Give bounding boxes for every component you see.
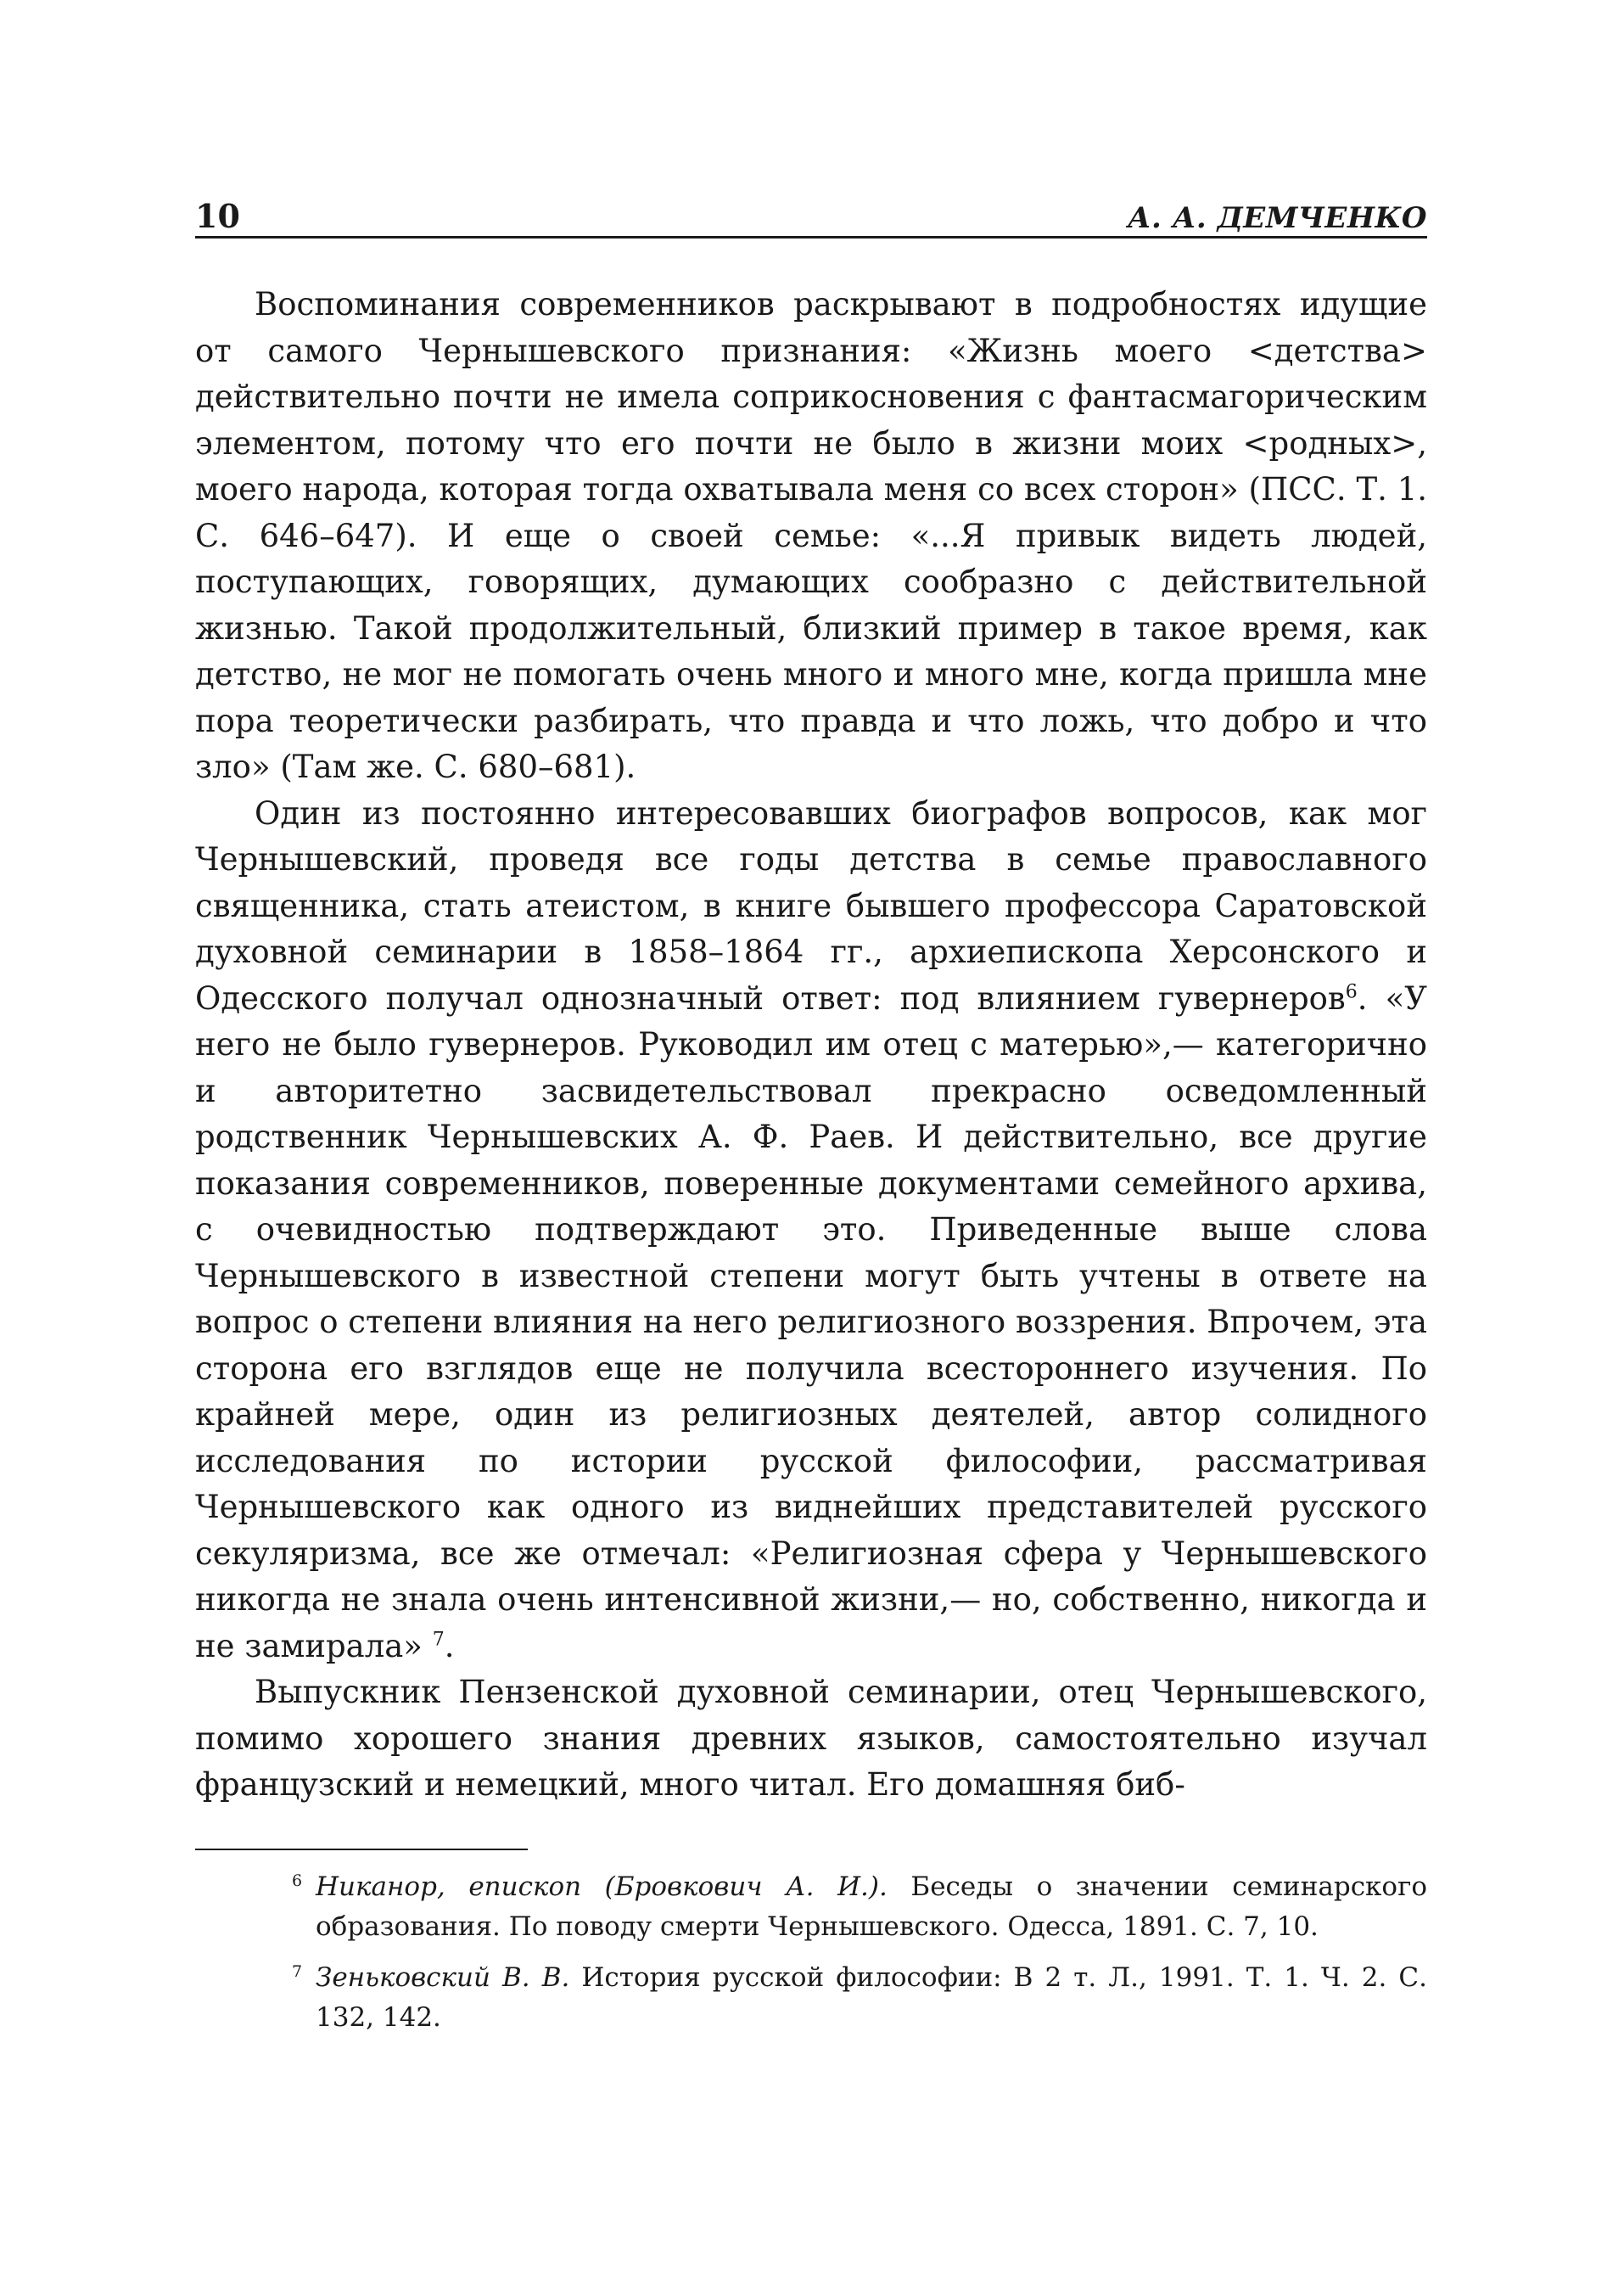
footnote-text: Беседы о значении семинарского образования. По поводу смерти Чернышевского. Одесса, 1891. С. 7, 10. <box>316 1871 1427 1942</box>
footnote-6: 6 Никанор, епископ (Бровкович А. И.). Беседы о значении семинарского образования. По поводу смерти Чернышевского. Одесса, 1891. С. 7, 10. <box>292 1871 1427 1942</box>
running-title: А. А. ДЕМЧЕНКО <box>1127 201 1427 235</box>
footnote-author: Никанор, епископ (Бровкович А. И.). <box>316 1871 888 1902</box>
footnote-7: 7 Зеньковский В. В. История русской философии: В 2 т. Л., 1991. Т. 1. Ч. 2. С. 132, 142. <box>292 1961 1427 2033</box>
paragraph-2-text-a: Один из постоянно интересовавших биографов вопросов, как мог Чернышевский, проведя все годы детства в семье православного священника, стать атеистом, в книге бывшего профессора Саратовской духовной семинарии в 1858–1864 гг., архиепископа Херсонского и Одесского получал однозначный ответ: под влиянием гувернеров <box>195 794 1427 1017</box>
footnotes <box>195 1867 1427 2049</box>
footnote-rule <box>195 1849 528 1850</box>
running-head <box>195 187 1427 233</box>
footnote-ref-6[interactable]: 6 <box>1345 981 1358 1003</box>
paragraph-2-text-c: . <box>444 1627 455 1664</box>
paragraph-2 <box>195 791 1427 1670</box>
paragraph-2-text-b: . «У него не было гувернеров. Руководил им отец с матерью»,— категорично и авторитетно засвидетельствовал прекрасно осведомленный родственник Чернышевских А. Ф. Раев. И действительно, все другие показания современников, поверенные документами семейного архива, с очевидностью подтверждают это. Приведенные выше слова Чернышевского в известной степени могут быть учтены в ответе на вопрос о степени влияния на него религиозного воззрения. Впрочем, эта сторона его взглядов еще не получила всестороннего изучения. По крайней мере, один из религиозных деятелей, автор солидного исследования по истории русской философии, рассматривая Чернышевского как одного из виднейших представителей русского секуляризма, все же отмечал: «Религиозная сфера у Чернышевского никогда не знала очень интенсивной жизни,— но, собственно, никогда и не замирала» <box>195 979 1427 1664</box>
paragraph-1: Воспоминания современников раскрывают в подробностях идущие от самого Чернышевского признания: «Жизнь моего <детства> действительно почти не имела соприкосновения с фантасмагорическим элементом, потому что его почти не было в жизни моих <родных>, моего народа, которая тогда охватывала меня со всех сторон» (ПСС. Т. 1. С. 646–647). И еще о своей семье: «...Я привык видеть людей, поступающих, говорящих, думающих сообразно с действительной жизнью. Такой продолжительный, близкий пример в такое время, как детство, не мог не помогать очень много и много мне, когда пришла мне пора теоретически разбирать, что правда и что ложь, что добро и что зло» (Там же. С. 680–681). <box>195 286 1427 785</box>
footnote-text: История русской философии: В 2 т. Л., 1991. Т. 1. Ч. 2. С. 132, 142. <box>316 1962 1427 2033</box>
footnote-ref-7[interactable]: 7 <box>432 1629 445 1651</box>
body-text <box>195 282 1427 1809</box>
paragraph-3: Выпускник Пензенской духовной семинарии, отец Чернышевского, помимо хорошего знания древних языков, самостоятельно изучал французский и немецкий, много читал. Его домашняя биб- <box>195 1674 1427 1803</box>
book-page <box>195 0 1427 2295</box>
page-number: 10 <box>195 197 240 235</box>
header-rule <box>195 236 1427 238</box>
footnote-author: Зеньковский В. В. <box>316 1962 570 1993</box>
